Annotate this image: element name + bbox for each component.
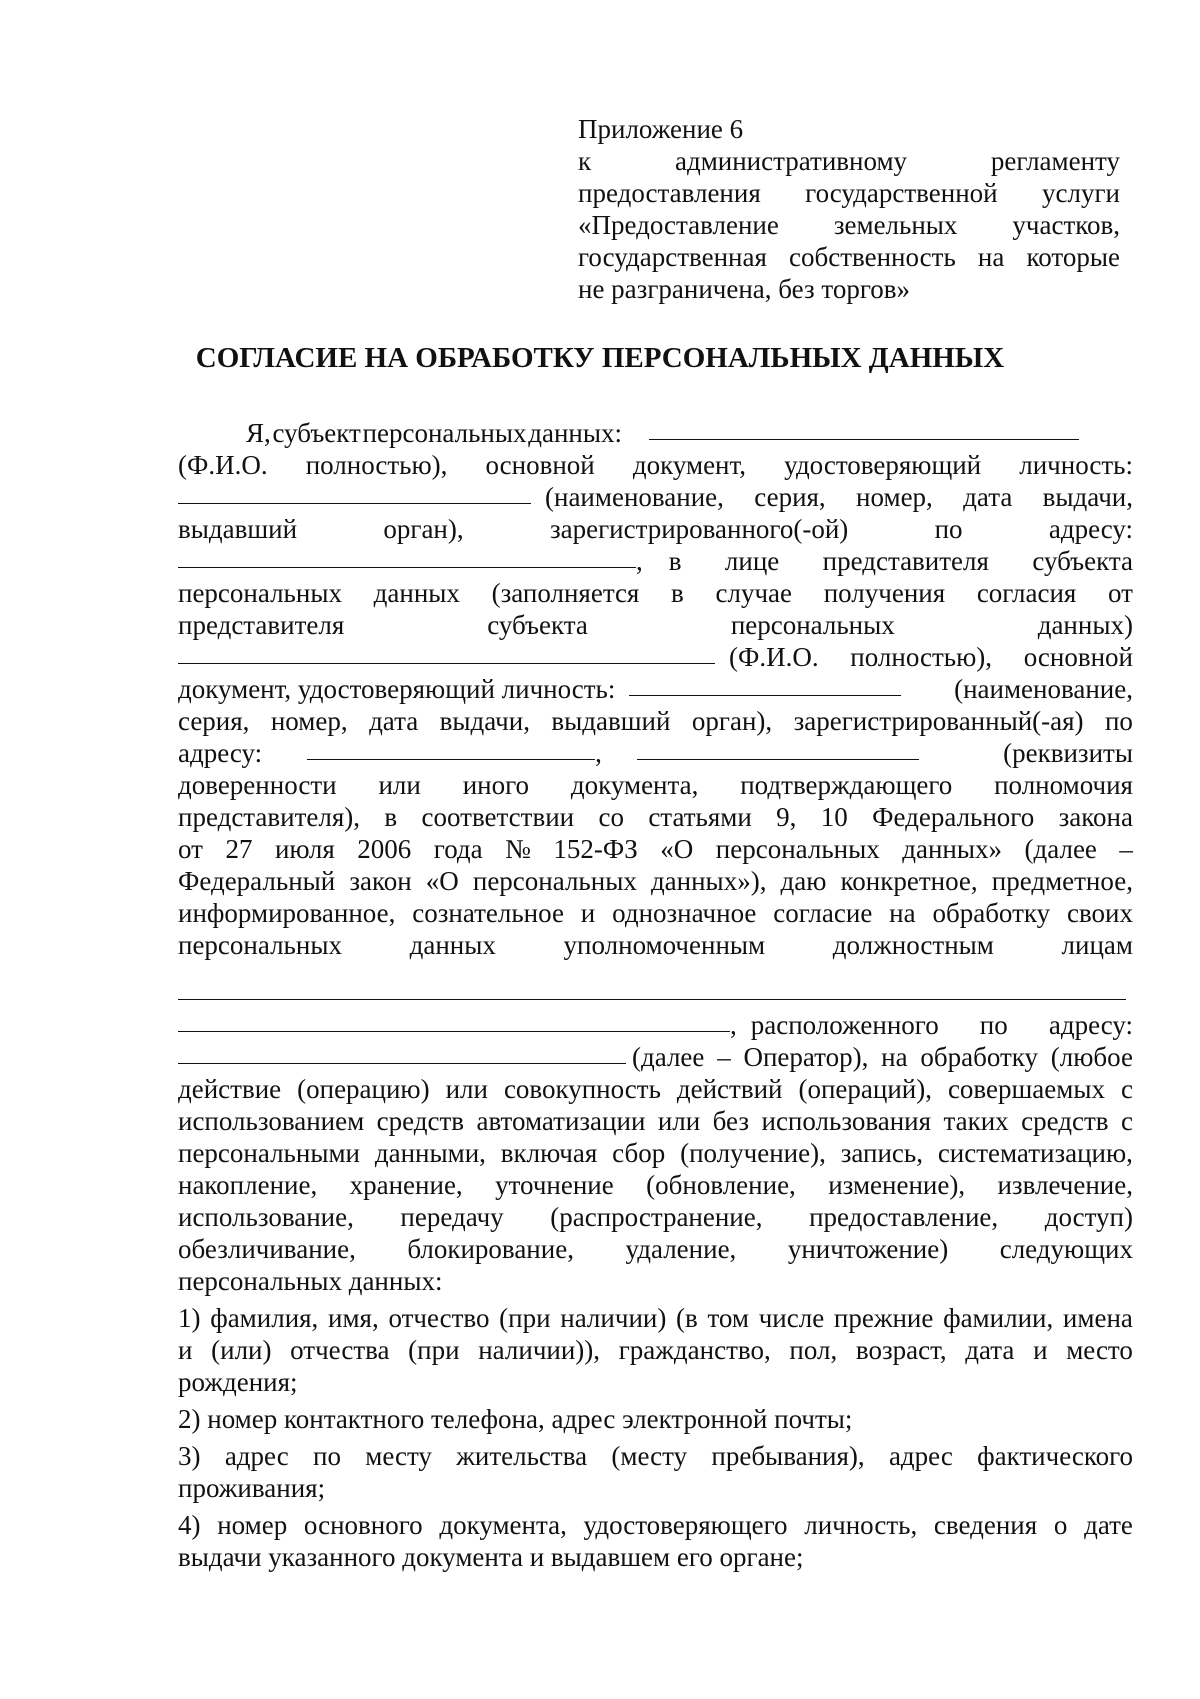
subject-address-field[interactable]: [178, 545, 636, 568]
list-item-line: рождения;: [178, 1367, 298, 1397]
list-item-line: и (или) отчества (при наличии)), гражданство, пол, возраст, дата и место: [178, 1335, 1133, 1365]
list-item-line: выдачи указанного документа и выдавшем его органе;: [178, 1542, 804, 1572]
power-of-attorney-field[interactable]: [637, 737, 919, 760]
document-title: СОГЛАСИЕ НА ОБРАБОТКУ ПЕРСОНАЛЬНЫХ ДАННЫХ: [195, 342, 1005, 374]
text-line: (далее – Оператор), на обработку (любое: [178, 1041, 1133, 1073]
text-line: доверенности или иного документа, подтверждающего полномочия: [178, 770, 1133, 800]
appendix-line: государственная собственность на которые: [578, 242, 1120, 272]
text-line: (наименование, серия, номер, дата выдачи,: [178, 481, 1133, 513]
text-line: персональных данных (заполняется в случае получения согласия от: [178, 578, 1133, 608]
text-line: Я, субъект персональных данных:: [178, 417, 1133, 449]
text-line: документ, удостоверяющий личность: (наименование,: [178, 674, 1133, 704]
appendix-line: предоставления государственной услуги: [578, 178, 1120, 208]
appendix-line: к административному регламенту: [578, 146, 1120, 176]
operator-address-field[interactable]: [178, 1041, 626, 1064]
text-line: , в лице представителя субъекта: [178, 545, 1133, 577]
text-line: серия, номер, дата выдачи, выдавший орган), зарегистрированный(-ая) по: [178, 706, 1133, 736]
consent-body: [178, 417, 1133, 1573]
representative-name-field[interactable]: [178, 641, 715, 664]
text-line: представителя субъекта персональных данных): [178, 610, 1133, 640]
list-item: 1) фамилия, имя, отчество (при наличии) (в том числе прежние фамилии, имена: [178, 1303, 1133, 1333]
list-item: 2) номер контактного телефона, адрес электронной почты;: [178, 1404, 853, 1434]
text-line: действие (операцию) или совокупность действий (операций), совершаемых с: [178, 1074, 1133, 1104]
document-field[interactable]: [178, 481, 531, 504]
appendix-line: не разграничена, без торгов»: [578, 274, 910, 304]
text-line: (Ф.И.О. полностью), основной: [178, 641, 1133, 673]
appendix-title: Приложение 6: [578, 114, 744, 144]
text-line: использованием средств автоматизации или без использования таких средств с: [178, 1106, 1133, 1136]
text-line: адресу: , (реквизиты: [178, 738, 1133, 768]
text-line: выдавший орган), зарегистрированного(-ой) по адресу:: [178, 514, 1133, 544]
text-line: [178, 961, 1133, 1009]
text-line: использование, передачу (распространение, предоставление, доступ): [178, 1202, 1133, 1232]
text-line: , расположенного по адресу:: [178, 1009, 1133, 1041]
list-item: 4) номер основного документа, удостоверяющего личность, сведения о дате: [178, 1510, 1133, 1540]
authorized-persons-field[interactable]: [178, 961, 1126, 1000]
text-line: от 27 июля 2006 года № 152-ФЗ «О персональных данных» (далее –: [178, 834, 1133, 864]
text-line: персональных данных уполномоченным должностным лицам: [178, 930, 1133, 960]
text-line: обезличивание, блокирование, удаление, уничтожение) следующих: [178, 1234, 1133, 1264]
text-line: представителя), в соответствии со статьями 9, 10 Федерального закона: [178, 802, 1133, 832]
subject-name-field[interactable]: [649, 417, 1079, 440]
representative-address-field[interactable]: [307, 737, 595, 760]
appendix-header: [578, 113, 1120, 305]
text-line: информированное, сознательное и однозначное согласие на обработку своих: [178, 898, 1133, 928]
text-line: (Ф.И.О. полностью), основной документ, удостоверяющий личность:: [178, 450, 1133, 480]
operator-name-field[interactable]: [178, 1009, 730, 1032]
appendix-line: «Предоставление земельных участков,: [578, 210, 1120, 240]
list-item: 3) адрес по месту жительства (месту пребывания), адрес фактического: [178, 1441, 1133, 1471]
text-line: накопление, хранение, уточнение (обновление, изменение), извлечение,: [178, 1170, 1133, 1200]
list-item-line: проживания;: [178, 1473, 326, 1503]
text-line: персональных данных:: [178, 1266, 443, 1296]
representative-document-field[interactable]: [629, 673, 901, 696]
text-line: Федеральный закон «О персональных данных»), даю конкретное, предметное,: [178, 866, 1133, 896]
text-line: персональными данными, включая сбор (получение), запись, систематизацию,: [178, 1138, 1133, 1168]
